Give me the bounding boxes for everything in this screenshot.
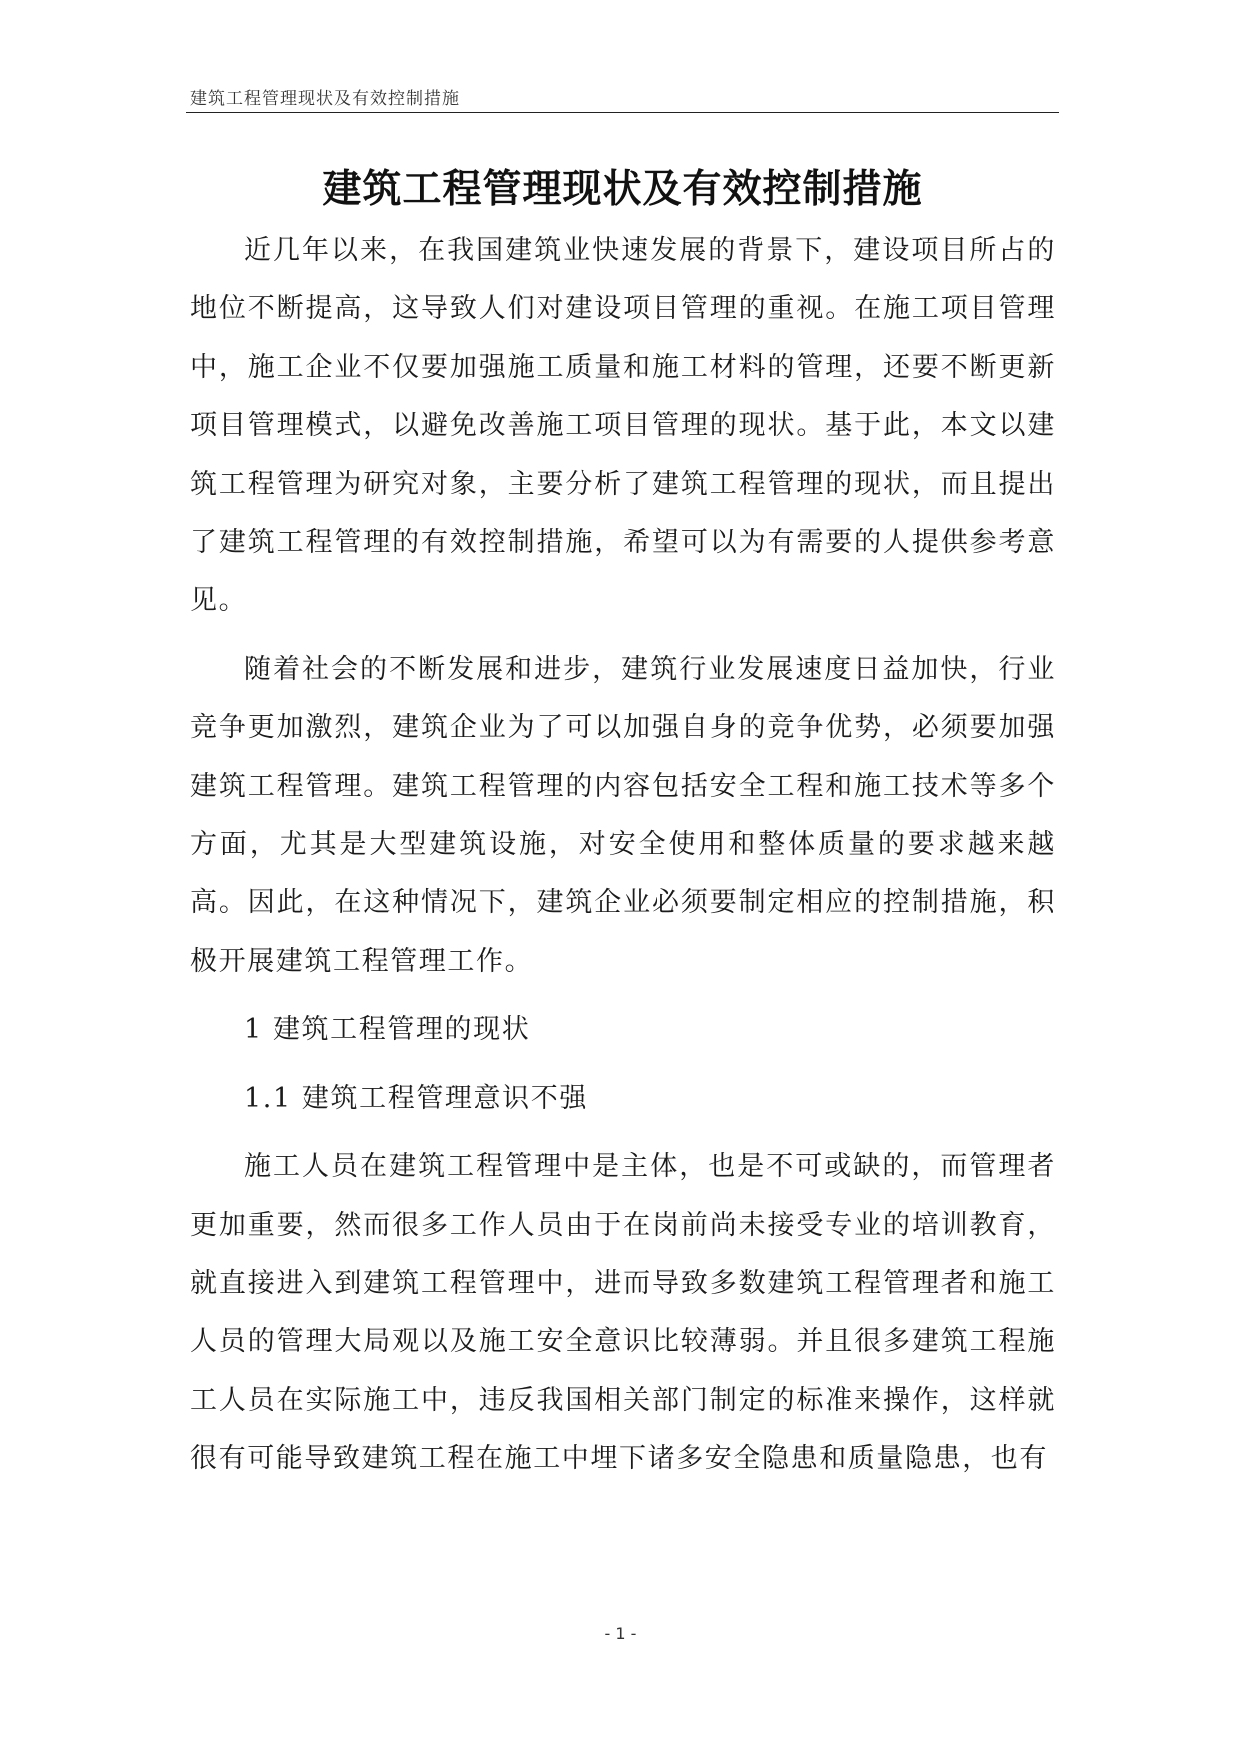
subsection-heading: 1.1 建筑工程管理意识不强 [244, 1082, 588, 1114]
running-header: 建筑工程管理现状及有效控制措施 [190, 89, 460, 109]
background-paragraph: 随着社会的不断发展和进步，建筑行业发展速度日益加快，行业竞争更加激烈，建筑企业为了可以加强自身的竞争优势，必须要加强建筑工程管理。建筑工程管理的内容包括安全工程和施工技术等多个方面，尤其是大型建筑设施，对安全使用和整体质量的要求越来越高。因此，在这种情况下，建筑企业必须要制定相应的控制措施，积极开展建筑工程管理工作。 [190, 653, 1056, 977]
subsection-paragraph: 施工人员在建筑工程管理中是主体，也是不可或缺的，而管理者更加重要，然而很多工作人员由于在岗前尚未接受专业的培训教育，就直接进入到建筑工程管理中，进而导致多数建筑工程管理者和施工人员的管理大局观以及施工安全意识比较薄弱。并且很多建筑工程施工人员在实际施工中，违反我国相关部门制定的标准来操作，这样就很有可能导致建筑工程在施工中埋下诸多安全隐患和质量隐患，也有 [190, 1151, 1056, 1475]
intro-paragraph: 近几年以来，在我国建筑业快速发展的背景下，建设项目所占的地位不断提高，这导致人们对建设项目管理的重视。在施工项目管理中，施工企业不仅要加强施工质量和施工材料的管理，还要不断更新项目管理模式，以避免改善施工项目管理的现状。基于此，本文以建筑工程管理为研究对象，主要分析了建筑工程管理的现状，而且提出了建筑工程管理的有效控制措施，希望可以为有需要的人提供参考意见。 [190, 235, 1056, 617]
header-rule [186, 112, 1059, 113]
section-heading: 1 建筑工程管理的现状 [244, 1014, 531, 1046]
page-number: - 1 - [604, 1624, 637, 1643]
document-body [190, 222, 1056, 1489]
document-title: 建筑工程管理现状及有效控制措施 [322, 166, 923, 212]
